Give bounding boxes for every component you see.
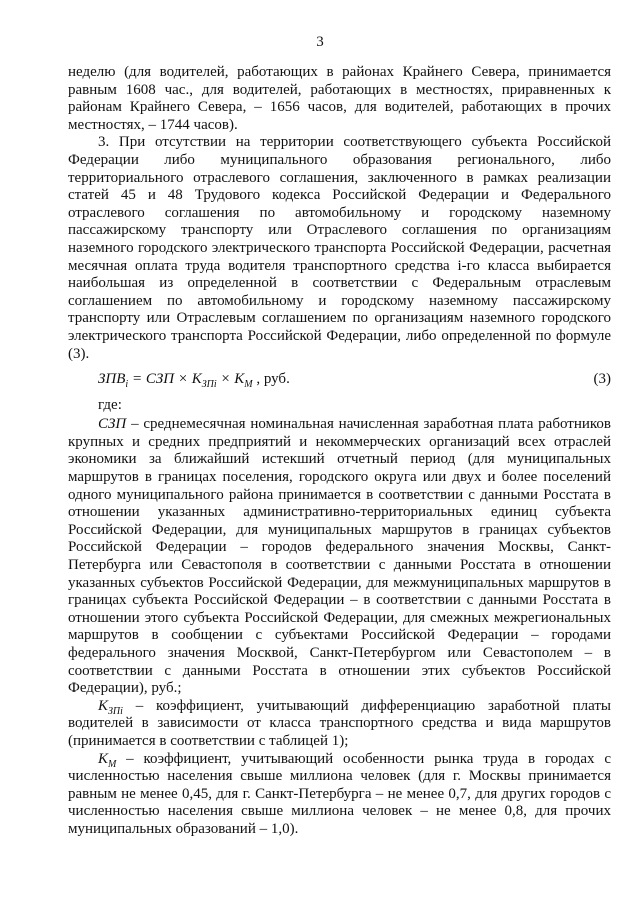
definition-kzp [68,698,611,751]
formula-lhs: ЗПВ [98,371,126,388]
formula-expression [98,371,290,389]
definition-km [68,751,611,839]
formula-eq: = СЗП × К [128,371,202,388]
formula-lhs-subscript: i [125,379,129,391]
term-km-subscript: М [107,758,117,770]
formula-k2-subscript: М [244,379,253,391]
where-label: где: [98,396,122,413]
term-km: К [98,750,108,767]
term-szp: СЗП [98,416,127,433]
paragraph-continuation: неделю (для водителей, работающих в районах Крайнего Севера, принимается равным 1608 час., для водителей, работающих в местностях, приравненных к районам Крайнего Севера, – 1656 часов, для водителей, работающих в прочих местностях, – 1744 часов). [68,64,611,133]
paragraph-clause-3: 3. При отсутствии на территории соответствующего субъекта Российской Федерации либо муниципального образования регионального, либо территориального отраслевого соглашения, заключенного в рамках реализации статей 45 и 48 Трудового кодекса Российской Федерации и Федерального отраслевого соглашения по автомобильному и городскому наземному пассажирскому транспорту или Отраслевого соглашения по организациям наземного городского электрического транспорта Российской Федерации, расчетная месячная оплата труда водителя транспортного средства i-го класса выбирается наибольшая из определенной в соответствии с Федеральным отраслевым соглашением по автомобильному и городскому наземному пассажирскому транспорту или Отраслевым соглашением по организациям наземного городского электрического транспорта Российской Федерации, либо определенной по формуле (3). [68,134,611,362]
definition-km-text: – коэффициент, учитывающий особенности рынка труда в городах с численностью населения свыше миллиона человек (для г. Москвы принимается равным не менее 0,45, для г. Санкт-Петербурга – не менее 0,7, для других городов с численностью населения свыше миллиона человек – не менее 0,8, для прочих муниципальных образований – 1,0). [68,750,611,837]
definition-szp [68,416,611,698]
formula-number: (3) [593,371,611,388]
definition-szp-text: – среднемесячная номинальная начисленная заработная плата работников крупных и средних предприятий и некоммерческих организаций всех отраслей экономики за ближайший истекший отчетный период (для муниципальных маршрутов в границах поселения, городского округа или двух и более поселений одного муниципального района принимается в соответствии с данными Росстата в отношении указанных административно-территориальных единиц субъекта Российской Федерации, для муниципальных маршрутов в границах субъектов Российской Федерации – городов федерального значения Москвы, Санкт-Петербурга или Севастополя в соответствии с данными Росстата в отношении указанных субъектов Российской Федерации, для межмуниципальных маршрутов в границах субъекта Российской Федерации – в соответствии с данными Росстата в отношении этого субъекта Российской Федерации, для смежных межрегиональных маршрутов в сообщении с субъектами Российской Федерации – городами федерального значения Москвой, Санкт-Петербургом или Севастополем – в соответствии с данными Росстата в отношении этих субъектов Российской Федерации), руб.; [68,416,611,697]
term-kzp: К [98,697,108,714]
term-kzp-subscript: ЗПi [107,705,123,717]
page-number: 3 [316,34,324,50]
definition-kzp-text: – коэффициент, учитывающий дифференциацию заработной платы водителей в зависимости от класса транспортного средства и вида маршрутов (принимается в соответствии с таблицей 1); [68,697,611,749]
formula-3 [68,371,611,389]
formula-unit: , руб. [252,371,290,388]
formula-times: × К [216,371,245,388]
document-body [68,64,611,839]
formula-k1-subscript: ЗПi [201,379,217,391]
